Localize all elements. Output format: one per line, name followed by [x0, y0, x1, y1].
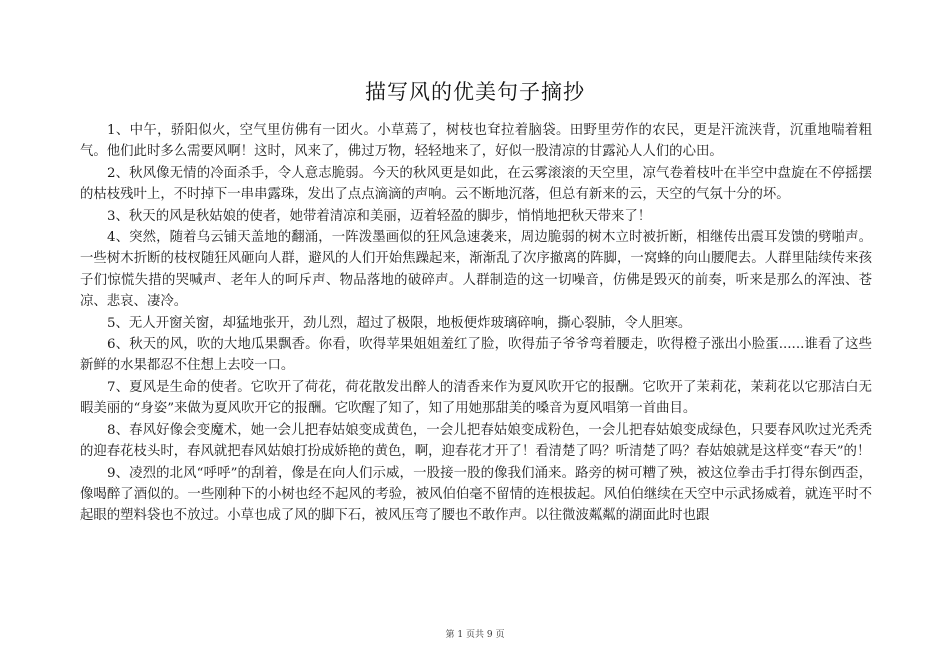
paragraph-7: 7、夏风是生命的使者。它吹开了荷花，荷花散发出醉人的清香来作为夏风吹开它的报酬。它吹开了茉莉花，茉莉花以它那洁白无暇美丽的“身姿”来做为夏风吹开它的报酬。它吹醒了知了，知了用她那甜美的嗓音为夏风唱第一首曲目。: [80, 379, 872, 417]
paragraph-8: 8、春风好像会变魔术，她一会儿把春姑娘变成黄色，一会儿把春姑娘变成粉色，一会儿把春姑娘变成绿色，只要春风吹过光秃秃的迎春花枝头时，春风就把春风姑娘打扮成娇艳的黄色，啊，迎春花才开了！看清楚了吗？听清楚了吗？春姑娘就是这样变“春天”的！: [80, 422, 872, 460]
paragraph-2: 2、秋风像无情的冷面杀手，令人意志脆弱。今天的秋风更是如此，在云雾滚滚的天空里，凉气卷着枝叶在半空中盘旋在不停摇摆的枯枝残叶上，不时掉下一串串露珠，发出了点点滴滴的声响。云不断地沉落，但总有新来的云，天空的气氛十分的坏。: [80, 165, 872, 203]
document-title: 描写风的优美句子摘抄: [365, 80, 585, 104]
paragraph-4: 4、突然，随着乌云铺天盖地的翻涌，一阵泼墨画似的狂风急速袭来，周边脆弱的树木立时被折断，相继传出震耳发馈的劈啪声。一些树木折断的枝杈随狂风砸向人群，避风的人们开始焦躁起来，渐渐乱了次序撤离的阵脚，一窝蜂的向山腰爬去。人群里陆续传来孩子们惊慌失措的哭喊声、老年人的呵斥声、物品落地的破碎声。人群制造的这一切噪音，仿佛是毁灭的前奏，听来是那么的浑浊、苍凉、悲哀、凄冷。: [80, 230, 872, 310]
paragraph-6: 6、秋天的风，吹的大地瓜果飘香。你看，吹得苹果姐姐羞红了脸，吹得茄子爷爷弯着腰走，吹得橙子涨出小脸蛋......谁看了这些新鲜的水果都忍不住想上去咬一口。: [80, 337, 872, 374]
paragraph-1: 1、中午，骄阳似火，空气里仿佛有一团火。小草蔫了，树枝也耷拉着脑袋。田野里劳作的农民，更是汗流浃背，沉重地喘着粗气。他们此时多么需要风啊！这时，风来了，佛过万物，轻轻地来了，好似一股清凉的甘露沁人人们的心田。: [80, 123, 872, 160]
paragraph-3: 3、秋天的风是秋姑娘的使者，她带着清凉和美丽，迈着轻盈的脚步，悄悄地把秋天带来了！: [107, 208, 652, 224]
document-body: [80, 120, 872, 527]
paragraph-5: 5、无人开窗关窗，却猛地张开，劲儿烈，超过了极限，地板便炸玻璃碎响，撕心裂肺，令人胆寒。: [107, 315, 692, 331]
page-footer: 第 1 页共 9 页: [445, 630, 505, 640]
paragraph-9: 9、凌烈的北风“呼呼”的刮着，像是在向人们示威，一股接一股的像我们涌来。路旁的树可糟了殃，被这位拳击手打得东倒西歪，像喝醉了酒似的。一些刚种下的小树也经不起风的考验，被风伯伯毫不留情的连根拔起。风伯伯继续在天空中示武扬威着，就连平时不起眼的塑料袋也不放过。小草也成了风的脚下石，被风压弯了腰也不敢作声。以往微波粼粼的湖面此时也跟: [80, 465, 872, 524]
